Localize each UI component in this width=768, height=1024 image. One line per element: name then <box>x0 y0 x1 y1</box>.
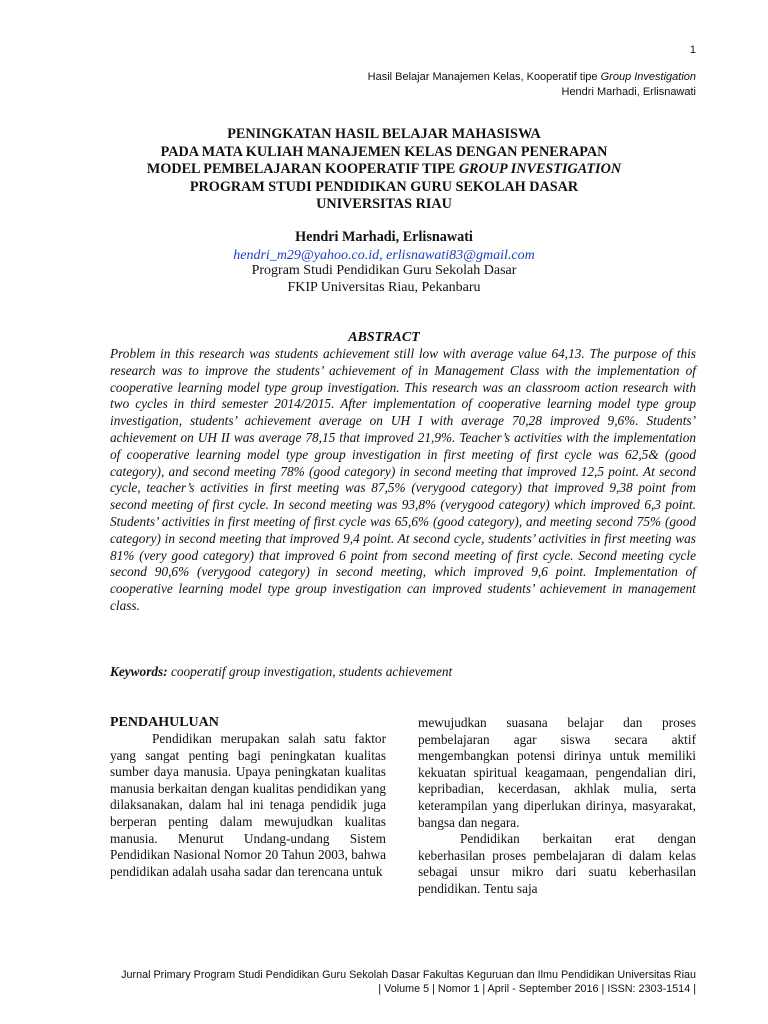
journal-footer <box>121 968 696 996</box>
title-line-4: PROGRAM STUDI PENDIDIKAN GURU SEKOLAH DASAR <box>189 178 579 195</box>
title-line-3-italic: GROUP INVESTIGATION <box>458 161 622 177</box>
abstract-heading: ABSTRACT <box>348 330 420 345</box>
running-head-line1 <box>368 70 696 85</box>
keywords-text: cooperatif group investigation, students achievement <box>167 664 453 679</box>
body-column-right <box>418 715 696 898</box>
running-head <box>368 70 696 100</box>
paper-title <box>110 126 658 214</box>
title-line-3 <box>110 161 658 179</box>
email-link-2[interactable]: erlisnawati83@gmail.com <box>386 248 535 263</box>
body-column-left <box>110 714 386 880</box>
page-number: 1 <box>689 44 696 56</box>
author-emails <box>110 248 658 264</box>
title-line-3-plain: MODEL PEMBELAJARAN KOOPERATIF TIPE <box>146 161 459 177</box>
affiliation-program: Program Studi Pendidikan Guru Sekolah Dasar <box>251 263 517 278</box>
running-head-authors: Hendri Marhadi, Erlisnawati <box>561 86 696 98</box>
intro-paragraph-1: Pendidikan merupakan salah satu faktor yang sangat penting bagi peningkatan kualitas sumber daya manusia. Upaya peningkatan kualitas manusia berkaitan dengan kualitas pendidikan yang dilaksanakan, dalam hal ini tenaga pendidik juga berperan penting dalam mewujudkan kualitas manusia. Menurut Undang-undang Sistem Pendidikan Nasional Nomor 20 Tahun 2003, bahwa pendidikan adalah usaha sadar dan terencana untuk <box>110 731 386 879</box>
keywords <box>110 664 696 680</box>
keywords-label: Keywords: <box>110 664 168 679</box>
abstract-body: Problem in this research was students achievement still low with average value 64,13. The purpose of this research was to improve the students’ achievement of in Management Class with the implementation of cooperative learning model type group investigation. This research was an classroom action research with two cycles in third semester 2014/2015. After implementation of cooperative learning model type group investigation, students’ achievement average on UH I with average 70,28 improved 9,6%. Students’ achievement on UH II was average 78,15 that improved 21,9%. Teacher’s activities with the implementation of cooperative learning model type group investigation in first meeting of first cycle was 62,5& (good category), and second meeting 78% (good category) in second meeting that improved 12,5 point. At second cycle, teacher’s activities in first meeting was 87,5% (verygood category) that improved 9,38 point from second meeting of first cycle. In second meeting was 93,8% (verygood category) which improved 6,3 point. Students’ activities in first meeting of first cycle was 65,6% (good category), and meeting second 75% (good category) in second meeting that improved 9,4 point. At second cycle, students’ activities in first meeting was 81% (very good category) that improved 6 point from second meeting of first cycle. Second meeting cycle second 90,6% (verygood category) in second meeting, which improved 9,6 point. Implementation of cooperative learning model type group investigation can improved students’ achievement in management class. <box>110 346 696 613</box>
section-heading: PENDAHULUAN <box>110 715 219 730</box>
email-separator: , <box>379 248 387 263</box>
intro-paragraph-1-continued: mewujudkan suasana belajar dan proses pembelajaran agar siswa secara aktif mengembangkan potensi dirinya untuk memiliki kekuatan spiritual keagamaan, pengendalian diri, kepribadian, kecerdasan, akhlak mulia, serta keterampilan yang diperlukan dirinya, masyarakat, bangsa dan negara. <box>418 715 696 830</box>
running-head-topic: Hasil Belajar Manajemen Kelas, Kooperatif tipe <box>367 71 601 83</box>
affiliation-faculty: FKIP Universitas Riau, Pekanbaru <box>287 280 481 295</box>
running-head-topic-italic: Group Investigation <box>600 71 696 83</box>
title-line-2: PADA MATA KULIAH MANAJEMEN KELAS DENGAN PENERAPAN <box>160 143 608 160</box>
author-names: Hendri Marhadi, Erlisnawati <box>295 229 473 245</box>
title-line-5: UNIVERSITAS RIAU <box>316 196 452 212</box>
footer-volume-info: | Volume 5 | Nomor 1 | April - September 2016 | ISSN: 2303-1514 | <box>378 983 696 995</box>
intro-paragraph-2: Pendidikan berkaitan erat dengan keberhasilan proses pembelajaran di dalam kelas sebagai unsur mikro dari suatu keberhasilan pendidikan. Tentu saja <box>418 831 696 896</box>
footer-journal-name: Jurnal Primary Program Studi Pendidikan Guru Sekolah Dasar Fakultas Keguruan dan Ilmu Pendidikan Universitas Riau <box>121 969 696 981</box>
email-link-1[interactable]: hendri_m29@yahoo.co.id <box>233 248 380 263</box>
title-line-1: PENINGKATAN HASIL BELAJAR MAHASISWA <box>227 126 541 142</box>
